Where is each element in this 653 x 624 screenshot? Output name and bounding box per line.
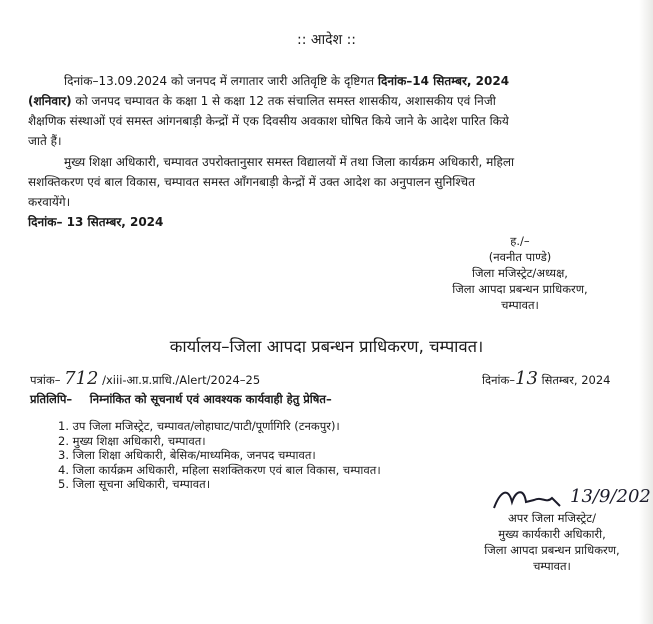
office-title: कार्यालय–जिला आपदा प्रबन्धन प्राधिकरण, चम्पावत।: [169, 337, 484, 356]
recipient-item: 5. जिला सूचना अधिकारी, चम्पावत।: [58, 477, 211, 491]
para2-line1: मुख्य शिक्षा अधिकारी, चम्पावत उपरोक्तानुसार समस्त विद्यालयों में तथा जिला कार्यक्रम अधिकारी, महिला: [64, 155, 515, 169]
copy-to-row: [30, 392, 332, 407]
signatory-name: (नवनीत पाण्डे): [488, 250, 552, 264]
letter-number-row: [30, 368, 260, 389]
signature-stroke: [494, 492, 560, 508]
signed-mark: ह./–: [510, 234, 530, 248]
signature-date-scribble: 13/9/202: [570, 486, 651, 507]
letter-date-label: दिनांक–: [482, 373, 516, 387]
letter-label: पत्रांक–: [30, 373, 61, 387]
order-date: दिनांक– 13 सितम्बर, 2024: [28, 215, 164, 229]
letter-date-rest: सितम्बर, 2024: [537, 373, 611, 387]
recipient-item: 2. मुख्य शिक्षा अधिकारी, चम्पावत।: [58, 433, 206, 448]
recipient-list: [58, 419, 381, 492]
letter-date-row: [482, 368, 611, 389]
para1-line3: शैक्षणिक संस्थाओं एवं समस्त आंगनबाड़ी केन्द्रों में एक दिवसीय अवकाश घोषित किये जाने के आदेश पारित किये: [28, 114, 509, 128]
order-heading: :: आदेश ::: [296, 32, 357, 48]
office-sig-line3: जिला आपदा प्रबन्धन प्राधिकरण,: [484, 543, 620, 557]
signatory-designation: जिला मजिस्ट्रेट/अध्यक्ष,: [472, 266, 568, 280]
recipient-item: 3. जिला शिक्षा अधिकारी, बेसिक/माध्यमिक, जनपद चम्पावत।: [58, 448, 316, 462]
letter-number-handwritten: 712: [64, 368, 99, 389]
copy-label: प्रतिलिपि–: [30, 392, 73, 406]
letter-reference: /xiii-आ.प्र.प्राधि./Alert/2024–25: [102, 373, 261, 387]
recipient-item: 4. जिला कार्यक्रम अधिकारी, महिला सशक्तिकरण एवं बाल विकास, चम्पावत।: [58, 462, 381, 477]
signatory-authority: जिला आपदा प्रबन्धन प्राधिकरण,: [452, 282, 588, 296]
signatory-place: चम्पावत।: [501, 298, 539, 312]
office-signature-block: [462, 510, 642, 574]
office-sig-line1: अपर जिला मजिस्ट्रेट/: [508, 511, 596, 525]
order-signature-block: [430, 233, 610, 313]
para2-line2: सशक्तिकरण एवं बाल विकास, चम्पावत समस्त आँगनबाड़ी केन्द्रों में उक्त आदेश का अनुपालन सुनिश्चित: [28, 175, 475, 189]
copy-text: निम्नांकित को सूचनार्थ एवं आवश्यक कार्यवाही हेतु प्रेषित–: [89, 392, 332, 406]
recipient-item: 1. उप जिला मजिस्ट्रेट, चम्पावत/लोहाघाट/पाटी/पूर्णागिरि (टनकपुर)।: [58, 419, 340, 433]
office-sig-line4: चम्पावत।: [533, 559, 571, 573]
para1-line4: जाते हैं।: [28, 134, 62, 148]
letter-date-handwritten: 13: [515, 368, 538, 389]
office-sig-line2: मुख्य कार्यकारी अधिकारी,: [498, 527, 606, 541]
para1-line1: दिनांक–13.09.2024 को जनपद में लगातार जारी अतिवृष्टि के दृष्टिगत दिनांक–14 सितम्बर, 2024: [64, 74, 510, 88]
para2-line3: करवायेंगे।: [28, 195, 71, 209]
para1-line2: (शनिवार) को जनपद चम्पावत के कक्षा 1 से कक्षा 12 तक संचालित समस्त शासकीय, अशासकीय एवं निजी: [28, 94, 496, 108]
